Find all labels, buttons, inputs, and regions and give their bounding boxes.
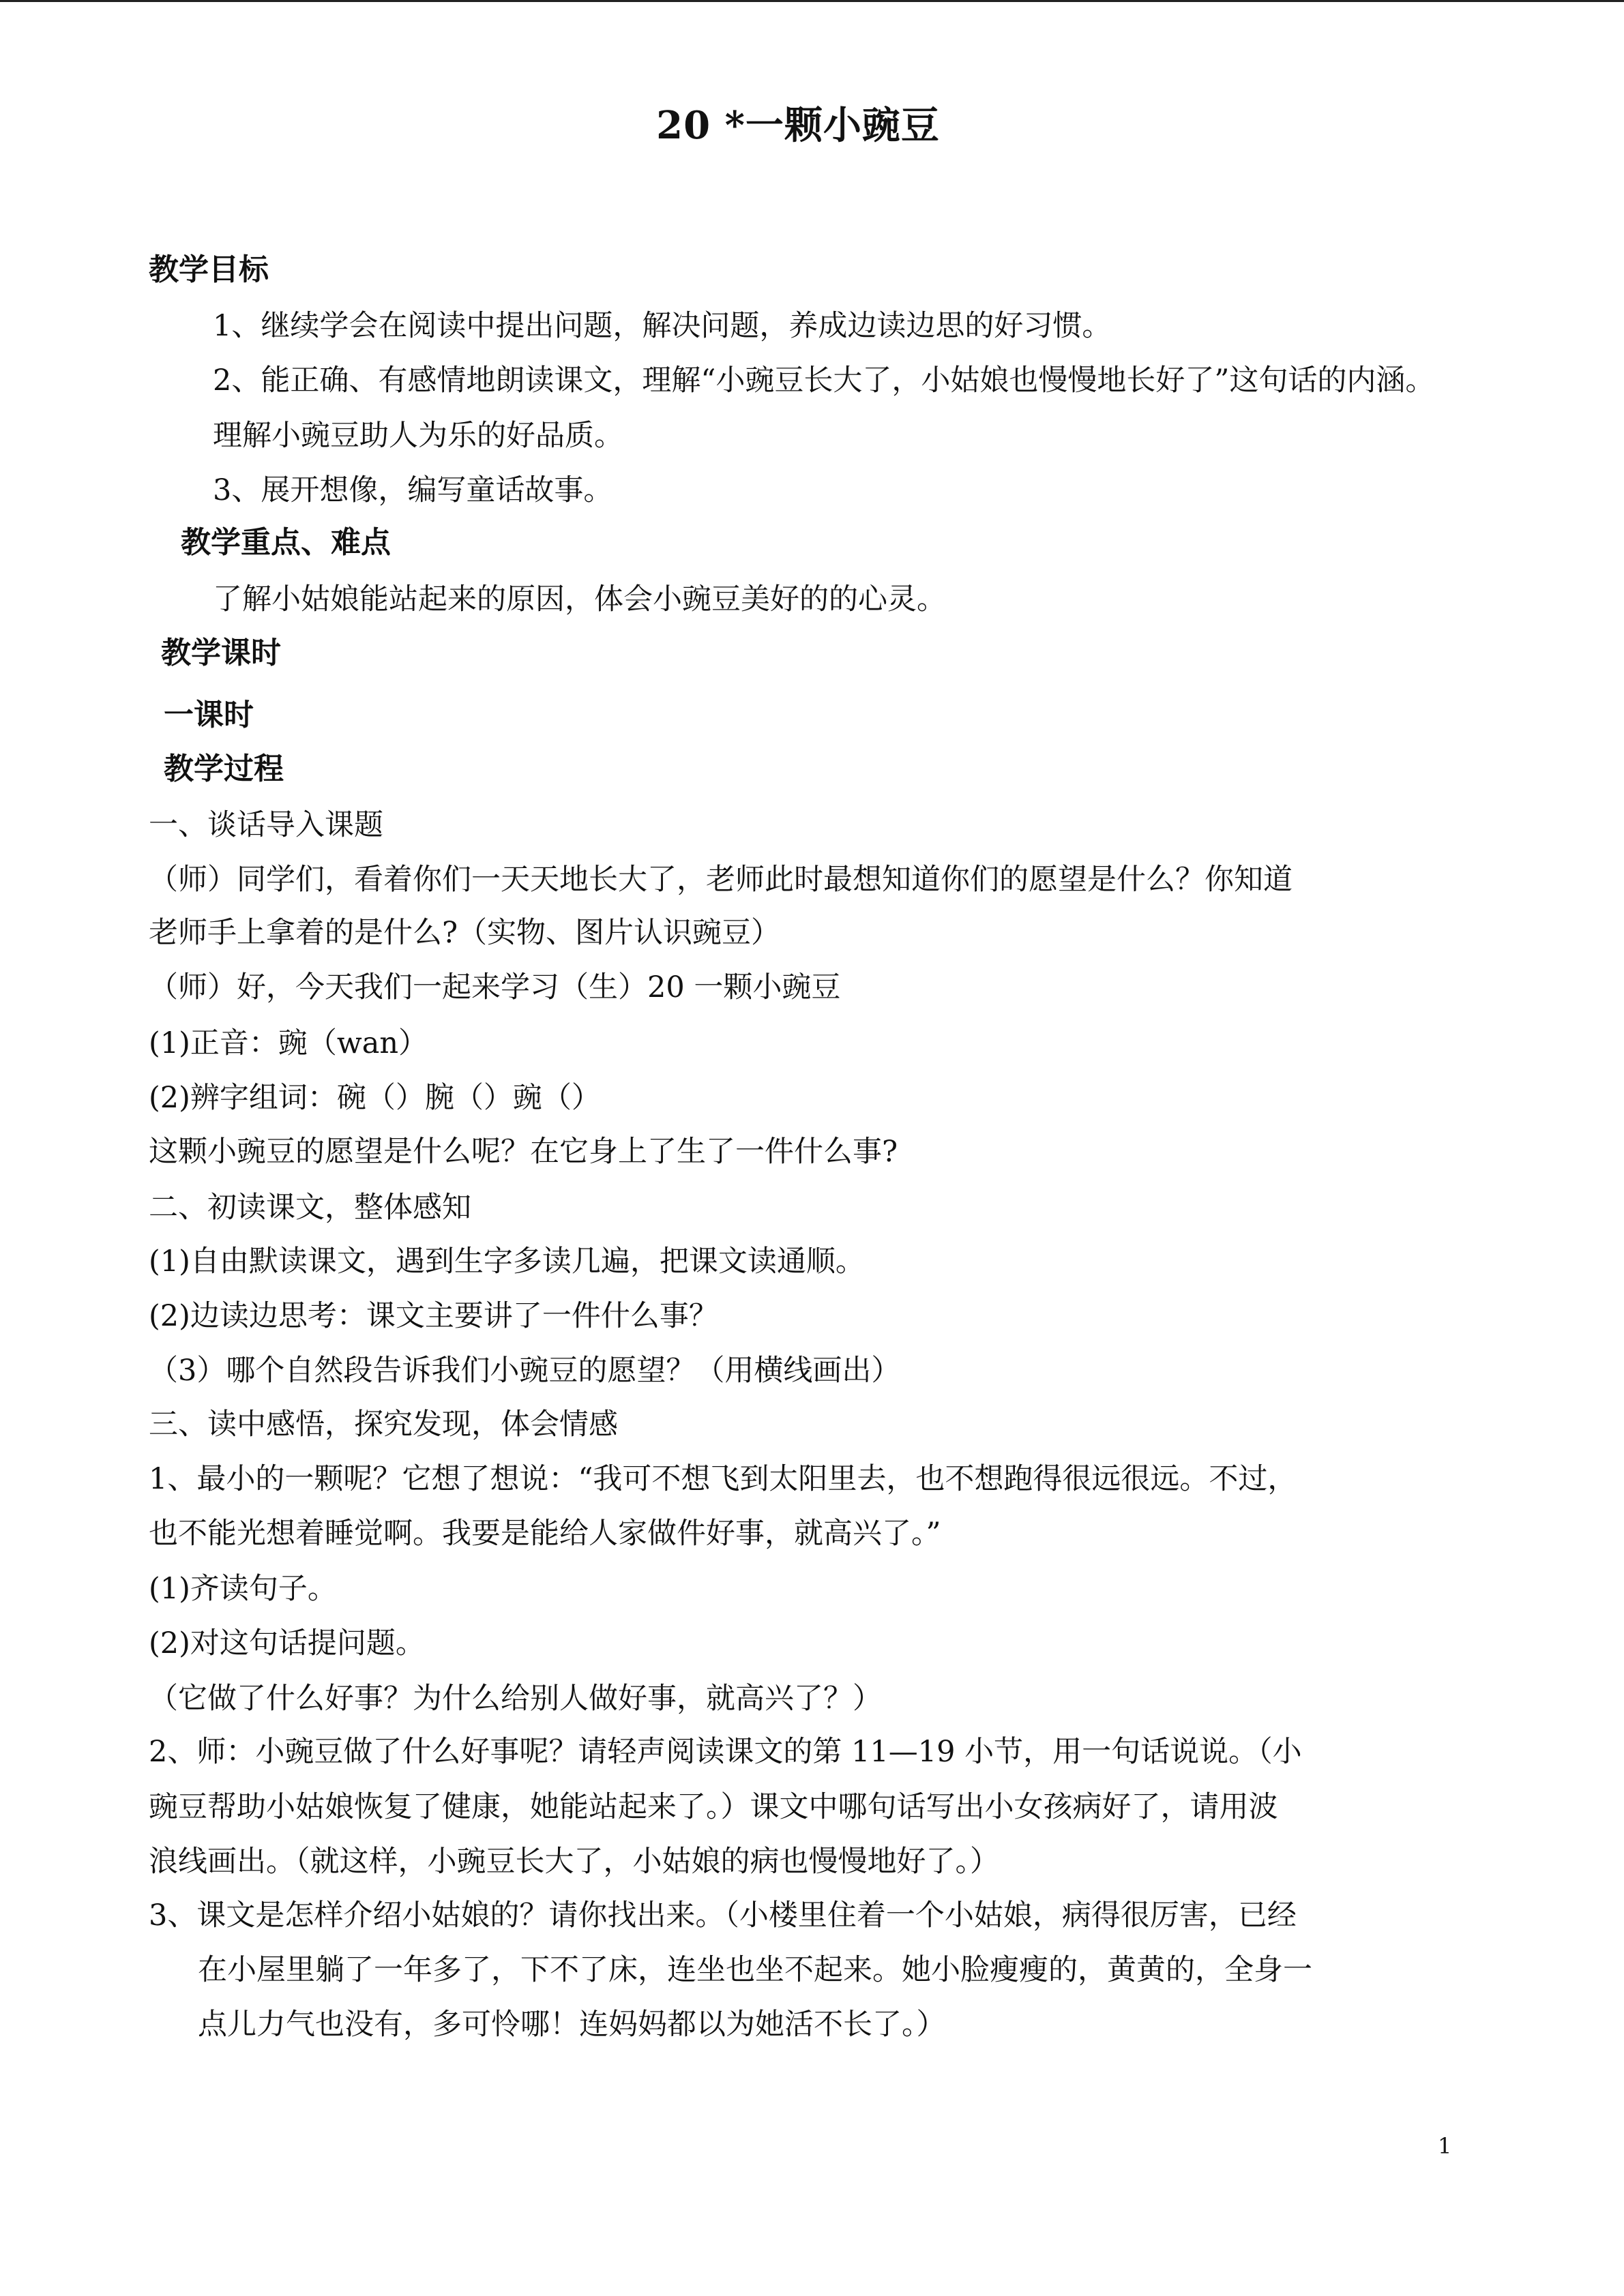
lesson-title: 20 *一颗小豌豆 (656, 103, 940, 148)
heading-teaching-process: 教学过程 (164, 751, 284, 786)
section-3-heading: 三、读中感悟，探究发现，体会情感 (149, 1407, 618, 1442)
page-number: 1 (1438, 2133, 1452, 2159)
paragraph-line: 浪线画出。（就这样，小豌豆长大了，小姑娘的病也慢慢地好了。） (149, 1845, 999, 1879)
section-1-heading: 一、谈话导入课题 (149, 808, 383, 842)
paragraph-line: 3、课文是怎样介绍小姑娘的？请你找出来。（小楼里住着一个小姑娘，病得很厉害，已经 (149, 1898, 1297, 1933)
paragraph-line: (2)对这句话提问题。 (149, 1626, 425, 1660)
goal-2-continued: 理解小豌豆助人为乐的好品质。 (213, 419, 623, 453)
heading-teaching-goals: 教学目标 (149, 252, 269, 287)
paragraph-line: (2)边读边思考：课文主要讲了一件什么事？ (149, 1299, 718, 1333)
paragraph-line: （师）好，今天我们一起来学习（生）20 一颗小豌豆 (149, 970, 841, 1004)
paragraph-line: （师）同学们，看着你们一天天地长大了，老师此时最想知道你们的愿望是什么？你知道 (149, 863, 1293, 897)
section-2-heading: 二、初读课文，整体感知 (149, 1191, 471, 1225)
class-hours-text: 一课时 (164, 698, 254, 732)
goal-1: 1、继续学会在阅读中提出问题，解决问题，养成边读边思的好习惯。 (213, 309, 1112, 343)
paragraph-line: 这颗小豌豆的愿望是什么呢？在它身上了生了一件什么事? (149, 1135, 898, 1169)
paragraph-line: （3）哪个自然段告诉我们小豌豆的愿望？（用横线画出） (149, 1354, 901, 1388)
paragraph-line: (1)齐读句子。 (149, 1572, 337, 1606)
paragraph-line: 2、师：小豌豆做了什么好事呢？请轻声阅读课文的第 11—19 小节，用一句话说说。（小 (149, 1735, 1302, 1769)
paragraph-line: (1)自由默读课文，遇到生字多读几遍，把课文读通顺。 (149, 1244, 865, 1279)
paragraph-line: 1、最小的一颗呢？它想了想说：“我可不想飞到太阳里去，也不想跑得很远很远。不过， (149, 1462, 1297, 1496)
paragraph-line: 在小屋里躺了一年多了，下不了床，连坐也坐不起来。她小脸瘦瘦的，黄黄的，全身一 (198, 1953, 1312, 1987)
paragraph-line: 也不能光想着睡觉啊。我要是能给人家做件好事，就高兴了。” (149, 1517, 941, 1551)
paragraph-line: 老师手上拿着的是什么?（实物、图片认识豌豆） (149, 916, 781, 950)
paragraph-line: (1)正音：豌（wan） (149, 1026, 428, 1060)
key-points-text: 了解小姑娘能站起来的原因，体会小豌豆美好的的心灵。 (213, 582, 946, 616)
paragraph-line: 豌豆帮助小姑娘恢复了健康，她能站起来了。）课文中哪句话写出小女孩病好了，请用波 (149, 1790, 1278, 1824)
paragraph-line: 点儿力气也没有，多可怜哪！连妈妈都以为她活不长了。） (198, 2008, 946, 2042)
goal-3: 3、展开想像，编写童话故事。 (213, 473, 613, 507)
goal-2: 2、能正确、有感情地朗读课文，理解“小豌豆长大了，小姑娘也慢慢地长好了”这句话的内涵。 (213, 363, 1435, 398)
paragraph-line: （它做了什么好事？为什么给别人做好事，就高兴了？） (149, 1682, 882, 1716)
paragraph-line: (2)辨字组词：碗（）腕（）豌（） (149, 1081, 601, 1115)
heading-class-hours: 教学课时 (161, 636, 281, 670)
heading-key-points: 教学重点、难点 (181, 525, 391, 560)
